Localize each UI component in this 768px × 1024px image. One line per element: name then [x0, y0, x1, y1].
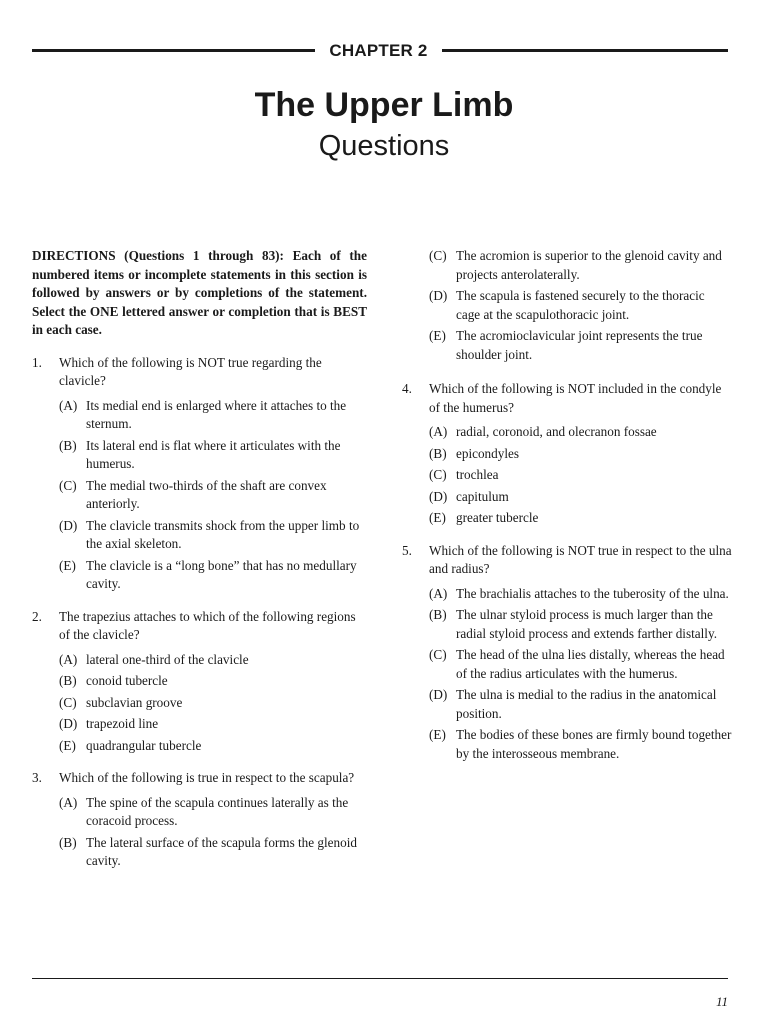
option-text: capitulum	[456, 488, 509, 504]
question-number: 2.	[32, 608, 42, 624]
option-letter: (D)	[429, 288, 448, 303]
option-text: conoid tubercle	[86, 673, 168, 688]
answer-option	[429, 287, 732, 324]
answer-option	[59, 477, 367, 514]
option-text: The medial two-thirds of the shaft are convex anteriorly.	[86, 477, 327, 511]
option-text: The clavicle is a “long bone” that has no medullary cavity.	[86, 557, 357, 591]
question-number: 5.	[402, 542, 412, 558]
question-stem	[32, 608, 367, 645]
answer-option	[429, 646, 732, 683]
chapter-label: CHAPTER 2	[329, 41, 428, 60]
option-letter: (C)	[59, 694, 77, 710]
question-4	[402, 380, 732, 528]
option-text: The ulna is medial to the radius in the anatomical position.	[456, 687, 717, 721]
option-text: The acromion is superior to the glenoid cavity and projects anterolaterally.	[456, 248, 722, 282]
header-rule-left	[32, 49, 315, 52]
answer-option	[59, 672, 367, 691]
option-text: The acromioclavicular joint represents the true shoulder joint.	[456, 328, 703, 362]
question-stem	[32, 769, 367, 788]
answer-option	[429, 247, 732, 284]
option-text: subclavian groove	[86, 694, 183, 710]
option-text: radial, coronoid, and olecranon fossae	[456, 424, 657, 439]
option-text: trapezoid line	[86, 716, 159, 731]
option-letter: (B)	[59, 834, 77, 850]
answer-option	[59, 651, 367, 670]
option-letter: (A)	[59, 397, 78, 413]
option-text: The spine of the scapula continues laterally as the coracoid process.	[86, 794, 349, 828]
option-text: The scapula is fastened securely to the thoracic cage at the scapulothoracic joint.	[456, 288, 705, 322]
option-text: The brachialis attaches to the tuberosity of the ulna.	[456, 585, 729, 601]
question-text: Which of the following is NOT true in respect to the ulna and radius?	[429, 542, 732, 576]
option-text: trochlea	[456, 467, 499, 482]
answer-options	[429, 423, 732, 528]
answer-option	[429, 445, 732, 464]
right-column	[402, 247, 732, 777]
answer-option	[59, 517, 367, 554]
option-text: quadrangular tubercle	[86, 737, 202, 753]
answer-option	[59, 737, 367, 756]
option-letter: (D)	[59, 716, 78, 731]
option-letter: (C)	[429, 467, 447, 482]
question-number: 3.	[32, 770, 42, 785]
answer-option	[429, 466, 732, 485]
option-letter: (A)	[429, 424, 448, 439]
left-column	[32, 247, 367, 885]
answer-option	[429, 686, 732, 723]
page-subtitle: Questions	[318, 130, 450, 162]
question-text: Which of the following is NOT included in the condyle of the humerus?	[429, 381, 722, 415]
question-1	[32, 354, 367, 594]
answer-options	[59, 651, 367, 756]
question-5	[402, 542, 732, 764]
answer-option	[429, 423, 732, 442]
option-letter: (B)	[59, 437, 77, 453]
option-letter: (E)	[429, 727, 446, 742]
answer-option	[59, 794, 367, 831]
answer-option	[429, 726, 732, 763]
question-stem	[32, 354, 367, 391]
option-text: The ulnar styloid process is much larger than the radial styloid process and extends farther distally.	[456, 607, 717, 641]
option-text: The head of the ulna lies distally, whereas the head of the radius articulates with the humerus.	[456, 647, 725, 681]
option-letter: (D)	[429, 687, 448, 702]
question-3	[32, 769, 367, 871]
option-letter: (E)	[59, 737, 76, 753]
answer-option	[429, 488, 732, 507]
option-text: Its lateral end is flat where it articulates with the humerus.	[86, 437, 341, 471]
header-rule-right	[442, 49, 728, 52]
option-letter: (D)	[429, 488, 448, 504]
option-letter: (D)	[59, 517, 78, 533]
option-letter: (A)	[429, 585, 448, 601]
question-number: 4.	[402, 381, 412, 396]
option-text: The lateral surface of the scapula forms the glenoid cavity.	[86, 834, 357, 868]
answer-option	[59, 397, 367, 434]
option-text: The clavicle transmits shock from the upper limb to the axial skeleton.	[86, 517, 360, 551]
option-letter: (E)	[59, 557, 76, 573]
answer-option	[429, 327, 732, 364]
option-letter: (E)	[429, 328, 446, 343]
question-stem	[402, 542, 732, 579]
page-number: 11	[715, 994, 728, 1009]
answer-option	[59, 557, 367, 594]
option-text: The bodies of these bones are firmly bound together by the interosseous membrane.	[456, 727, 732, 761]
option-text: greater tubercle	[456, 510, 539, 525]
answer-option	[59, 437, 367, 474]
answer-option	[59, 834, 367, 871]
directions-text: DIRECTIONS (Questions 1 through 83): Each of the numbered items or incomplete statements in this section is followed by answers or by completions of the statement. Select the ONE lettered answer or completion that is BEST in each case.	[32, 248, 367, 337]
option-letter: (C)	[59, 477, 77, 493]
answer-option	[429, 585, 732, 604]
answer-option	[429, 509, 732, 528]
footer-rule	[32, 978, 728, 979]
question-number: 1.	[32, 354, 42, 370]
question-text: The trapezius attaches to which of the following regions of the clavicle?	[59, 608, 356, 642]
question-3-continued	[402, 247, 732, 364]
option-letter: (C)	[429, 248, 447, 263]
answer-options	[59, 397, 367, 594]
answer-option	[429, 606, 732, 643]
option-letter: (B)	[429, 607, 447, 622]
option-text: Its medial end is enlarged where it attaches to the sternum.	[86, 397, 347, 431]
answer-options	[429, 247, 732, 364]
option-letter: (E)	[429, 510, 446, 525]
chapter-header	[32, 40, 728, 62]
question-text: Which of the following is true in respect to the scapula?	[59, 770, 355, 785]
option-letter: (C)	[429, 647, 447, 662]
answer-options	[429, 585, 732, 764]
option-letter: (A)	[59, 651, 78, 667]
page-title: The Upper Limb	[254, 86, 514, 124]
option-letter: (B)	[59, 673, 77, 688]
answer-option	[59, 694, 367, 713]
question-stem	[402, 380, 732, 417]
answer-option	[59, 715, 367, 734]
question-2	[32, 608, 367, 756]
option-text: epicondyles	[456, 445, 519, 461]
option-letter: (B)	[429, 445, 447, 461]
question-text: Which of the following is NOT true regarding the clavicle?	[59, 354, 322, 388]
option-letter: (A)	[59, 794, 78, 810]
answer-options	[59, 794, 367, 871]
option-text: lateral one-third of the clavicle	[86, 651, 249, 667]
